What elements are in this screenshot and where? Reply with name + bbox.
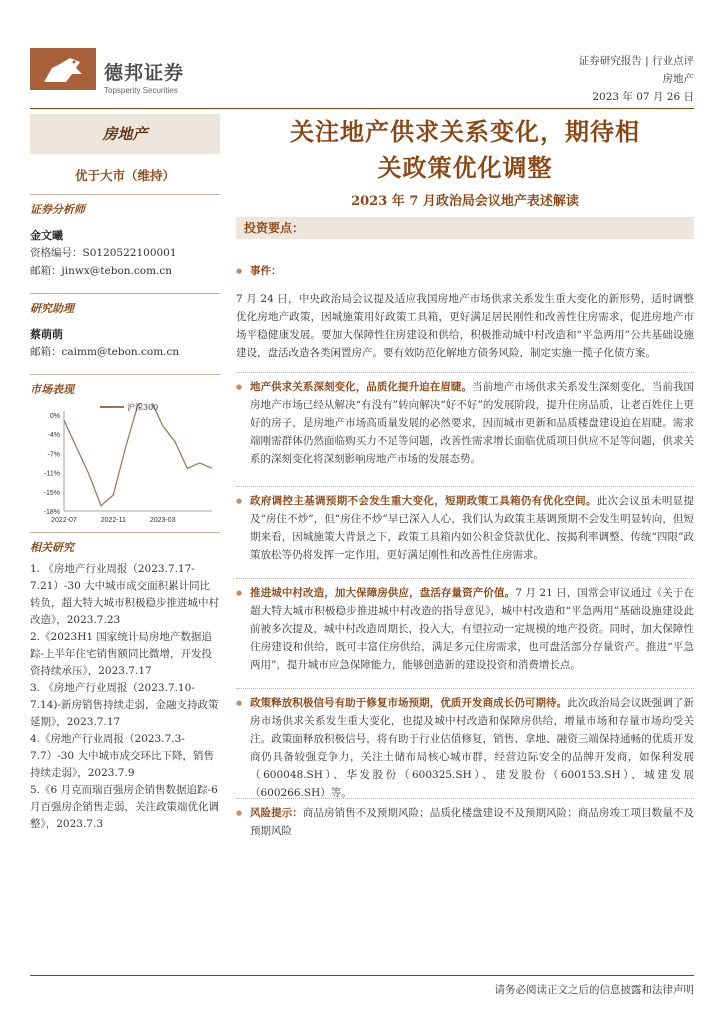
related-report-item[interactable]: 4.《房地产行业周报（2023.7.3-7.7）-30 大中城市成交环比下降，销售持续走弱》，2023.7.9: [30, 733, 214, 779]
sidebar: [30, 114, 220, 833]
doc-type: 证券研究报告 | 行业点评: [578, 55, 694, 67]
divider: [236, 578, 694, 579]
divider: [30, 374, 220, 375]
x-tick-label: 2022-07: [51, 517, 77, 524]
paragraph-text: 此次会议虽未明显提及“房住不炒”，但“房住不炒”早已深入人心，我们认为政策主基调预期不会发生明显转向，但短期来看，因城施策大背景之下，政策工具箱内如公积金贷款优化、按揭利率调整、传统“四限”政策放松等仍将发挥一定作用，更好满足刚性和改善性住房需求。: [250, 495, 695, 561]
report-date: 2023 年 07 月 26 日: [592, 91, 694, 103]
divider: [30, 532, 220, 533]
y-tick-label: -18%: [43, 509, 60, 516]
paragraph-text: 当前地产市场供求关系发生深刻变化，当前我国房地产市场已经从解决“有没有”转向解决“好不好”的发展阶段，提升住房品质，让老百姓住上更好的房子，是房地产市场高质量发展的必然要求，因而城市更新和品质楼盘建设迫在眉睫。需求端刚需群体仍然面临购买力不足等问题，改善性需求增长面临优质项目供应不足等问题，供求关系的深刻变化将深刻影响房地产市场的发展态势。: [250, 381, 695, 465]
logo-en: Topsperity Securities: [104, 86, 178, 95]
market-section-title: 市场表现: [30, 383, 74, 396]
divider: [30, 293, 220, 294]
assistant-name: 蔡萌萌: [30, 328, 63, 341]
risk-paragraph: [236, 804, 694, 840]
assistant-section-title: 研究助理: [30, 302, 74, 315]
related-reports-list: [30, 561, 220, 833]
event-section: [236, 262, 694, 362]
y-tick-label: -15%: [43, 489, 60, 497]
legend-label: 沪深300: [127, 403, 159, 412]
divider: [30, 194, 220, 195]
x-tick-label: 2022-11: [100, 517, 126, 524]
market-chart-svg: [30, 403, 220, 528]
key-points-header: 投资要点：: [236, 217, 694, 239]
paragraph-heading: 政府调控主基调预期不会发生重大变化，短期政策工具箱仍有优化空间。: [250, 495, 597, 507]
policy-paragraph: [236, 492, 694, 564]
footer-divider: [30, 975, 694, 976]
risk-section: [236, 804, 694, 840]
urban-village-paragraph: [236, 584, 694, 674]
related-report-item[interactable]: 5.《6 月克而瑞百强房企销售数据追踪-6 月百强房企销售走弱，关注政策端优化调整》，2023.7.3: [30, 784, 219, 830]
assistant-email: 邮箱：caimm@tebon.com.cn: [30, 346, 180, 358]
related-report-item[interactable]: 1. 《房地产行业周报（2023.7.17-7.21）-30 大中城市成交面积累计同比转负，超大特大城市积极稳步推进城中村改造》，2023.7.23: [30, 563, 219, 626]
y-tick-label: -4%: [47, 432, 60, 440]
divider: [236, 688, 694, 689]
analyst-section-title: 证券分析师: [30, 203, 85, 216]
divider: [236, 798, 694, 799]
header-meta: [579, 52, 694, 106]
analyst-cert: 资格编号：S0120522100001: [30, 247, 177, 259]
report-title-line1: 关注地产供求关系变化，期待相: [290, 117, 640, 146]
supply-demand-paragraph: [236, 378, 694, 468]
related-report-item[interactable]: 2.《2023H1 国家统计局房地产数据追踪-上半年住宅销售额同比微增，开发投资持续承压》，2023.7.17: [30, 631, 213, 677]
logo-cn: 德邦证券: [104, 62, 185, 84]
paragraph-heading: 政策释放积极信号有助于修复市场预期，优质开发商成长仍可期待。: [250, 697, 568, 709]
header-sector: 房地产: [662, 73, 694, 85]
outlook-section: [236, 694, 694, 802]
header-divider: [30, 108, 694, 109]
footer-disclaimer: 请务必阅读正文之后的信息披露和法律声明: [494, 984, 694, 996]
paragraph-text: 7 月 21 日，国常会审议通过《关于在超大特大城市积极稳步推进城中村改造的指导意见》，城中村改造和“平急两用”基础设施建设此前被多次提及，城中村改造周期长，投入大，有望拉动一定规模的地产投资。同时，加大保障性住房建设和供给，既可丰富住房供给，满足多元住房需求，也可盘活部分存量资产。推进“平急两用”，提升城市应急保障能力，能够创造新的建设投资和消费增长点。: [250, 587, 695, 671]
urban-village-section: [236, 584, 694, 674]
event-label: 事件：: [250, 265, 282, 277]
company-logo-text: [104, 58, 184, 95]
outlook-paragraph: [236, 694, 694, 802]
market-chart: [30, 403, 220, 528]
paragraph-heading: 推进城中村改造，加大保障房供应，盘活存量资产价值。: [250, 587, 516, 599]
event-text: 7 月 24 日，中央政治局会议提及适应我国房地产市场供求关系发生重大变化的新形势，适时调整优化房地产政策，因城施策用好政策工具箱，更好满足居民刚性和改善性住房需求，促进房地产市场平稳健康发展。要加大保障性住房建设和供给，积极推动城中村改造和“平急两用”公共基础设施建设，盘活改造各类闲置房产。要有效防范化解地方债务风险，制定实施一揽子化债方案。: [236, 293, 694, 359]
company-logo-mark: [30, 48, 96, 90]
policy-section: [236, 492, 694, 564]
risk-heading: 风险提示：: [250, 807, 303, 819]
related-section-title: 相关研究: [30, 541, 74, 554]
analyst-email: 邮箱：jinwx@tebon.com.cn: [30, 265, 173, 277]
y-tick-label: -7%: [47, 451, 60, 459]
y-tick-label: -11%: [44, 470, 60, 478]
x-tick-label: 2023-03: [149, 517, 176, 524]
paragraph-text: 此次政治局会议既强调了新房市场供求关系发生重大变化，也提及城中村改造和保障房供给，增量市场和存量市场均受关注。政策面释放积极信号，将有助于行业估值修复，销售、拿地、融资三端保持通畅的优质开发商仍具备较强竞争力，关注土储布局核心城市群，经营边际安全的品牌开发商，如保利发展（600048.SH）、华发股份（600325.SH）、建发股份（600153.SH）、城建发展（600266.SH）等。: [250, 697, 695, 799]
divider: [236, 486, 694, 487]
divider: [236, 372, 694, 373]
y-tick-label: 0%: [49, 413, 60, 420]
supply-demand-section: [236, 378, 694, 468]
paragraph-heading: 地产供求关系深刻变化，品质化提升迫在眉睫。: [250, 381, 473, 393]
analyst-name: 金文曦: [30, 229, 63, 242]
report-title-line2: 关政策优化调整: [377, 153, 553, 182]
report-subtitle: 2023 年 7 月政治局会议地产表述解读: [351, 194, 579, 209]
sector-label: 房地产: [30, 114, 220, 154]
related-report-item[interactable]: 3. 《房地产行业周报（2023.7.10-7.14)-新房销售持续走弱，金融支持政策延期》，2023.7.17: [30, 682, 219, 728]
rating: 优于大市（维持）: [74, 168, 175, 183]
risk-text: 商品房销售不及预期风险；品质化楼盘建设不及预期风险；商品房竣工项目数量不及预期风险: [250, 807, 695, 837]
series-line-hs300: [64, 403, 212, 506]
main-content: [236, 114, 694, 239]
